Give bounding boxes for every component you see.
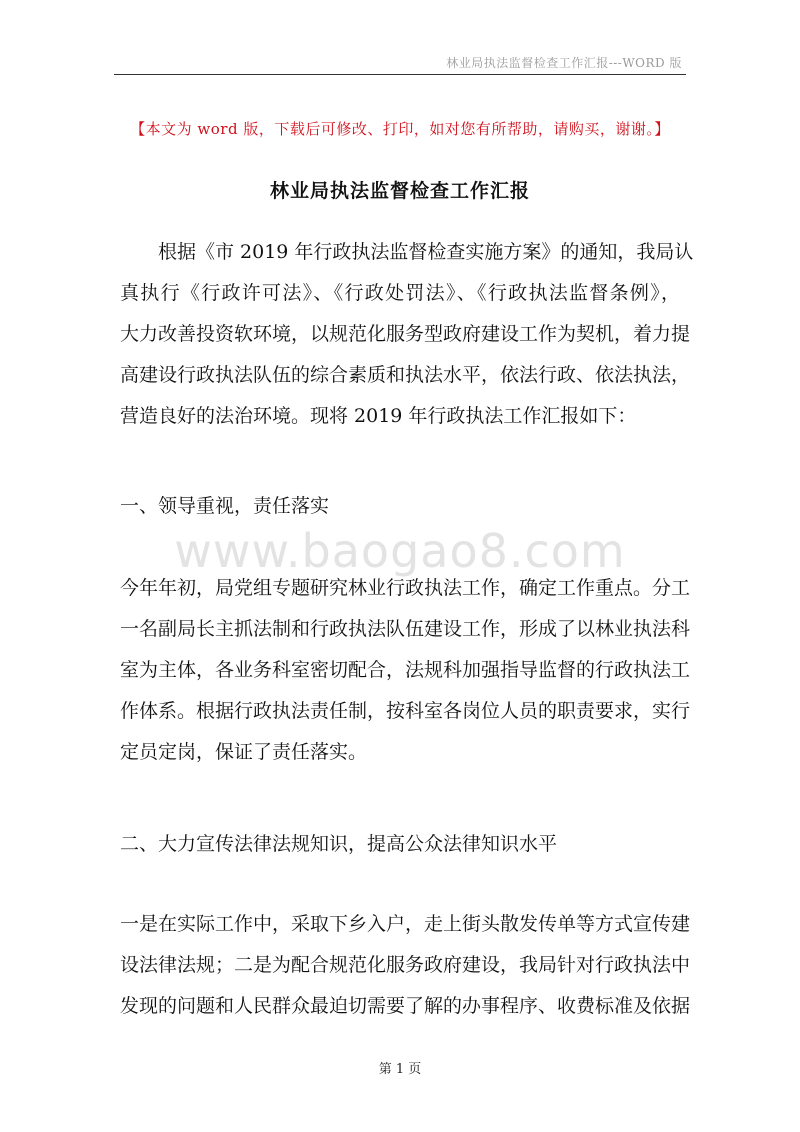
section-heading-1: 一、领导重视，责任落实 <box>120 495 330 517</box>
intro-paragraph <box>120 232 694 437</box>
paragraph-line: 营造良好的法治环境。现将 2019 年行政执法工作汇报如下： <box>120 405 637 427</box>
paragraph-line: 发现的问题和人民群众最迫切需要了解的办事程序、收费标准及依据 <box>120 995 691 1017</box>
paragraph-line: 定员定岗，保证了责任落实。 <box>120 741 368 763</box>
paragraph-line: 设法律法规；二是为配合规范化服务政府建设，我局针对行政执法中 <box>120 954 691 976</box>
paragraph-line: 高建设行政执法队伍的综合素质和执法水平，依法行政、依法执法， <box>120 364 691 386</box>
page-number: 第 1 页 <box>378 1062 422 1077</box>
paragraph-line: 大力改善投资软环境，以规范化服务型政府建设工作为契机，着力提 <box>120 323 691 345</box>
section-2-paragraph <box>120 904 691 1027</box>
site-watermark: www.baogao8.com <box>174 524 626 578</box>
paragraph-line: 作体系。根据行政执法责任制，按科室各岗位人员的职责要求，实行 <box>120 700 691 722</box>
section-1-paragraph <box>120 568 691 773</box>
header-divider <box>114 74 686 75</box>
download-notice: 【本文为 word 版，下载后可修改、打印，如对您有所帮助，请购买，谢谢。】 <box>130 120 670 138</box>
section-heading-2: 二、大力宣传法律法规知识，提高公众法律知识水平 <box>120 833 558 855</box>
paragraph-line: 今年年初，局党组专题研究林业行政执法工作，确定工作重点。分工 <box>120 577 691 599</box>
running-header: 林业局执法监督检查工作汇报---WORD 版 <box>446 56 682 70</box>
paragraph-line: 根据《市 2019 年行政执法监督检查实施方案》的通知，我局认 <box>158 241 694 263</box>
paragraph-line: 一是在实际工作中，采取下乡入户，走上街头散发传单等方式宣传建 <box>120 913 691 935</box>
paragraph-line: 室为主体，各业务科室密切配合，法规科加强指导监督的行政执法工 <box>120 659 691 681</box>
paragraph-line: 一名副局长主抓法制和行政执法队伍建设工作，形成了以林业执法科 <box>120 618 691 640</box>
document-title: 林业局执法监督检查工作汇报 <box>269 180 530 202</box>
paragraph-line: 真执行《行政许可法》、《行政处罚法》、《行政执法监督条例》， <box>120 282 680 304</box>
